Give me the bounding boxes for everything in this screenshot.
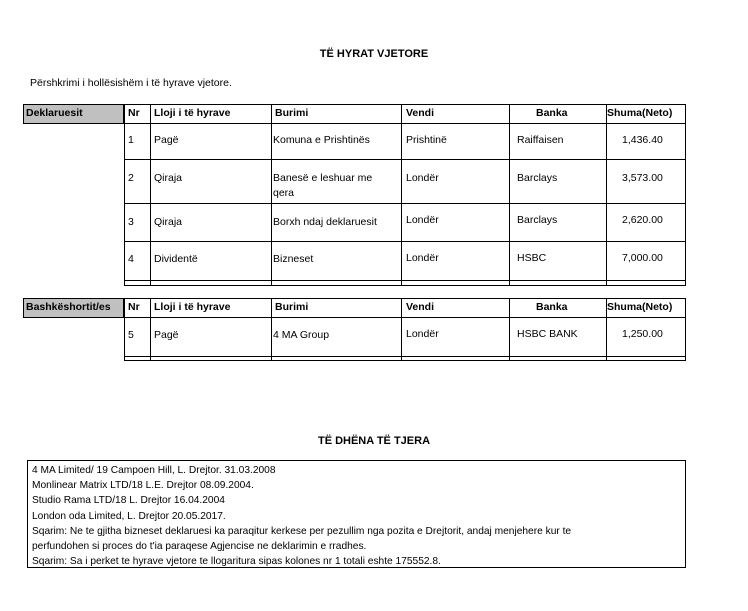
table-header [125, 105, 685, 124]
other-line: London oda Limited, L. Drejtor 20.05.2017. [32, 510, 226, 522]
other-line: 4 MA Limited/ 19 Campoen Hill, L. Drejtor. 31.03.2008 [32, 465, 276, 476]
col-bank: Banka [536, 107, 568, 119]
col-source: Burimi [275, 107, 309, 119]
table-row: 4 Dividentë Bizneset Londër HSBC 7,000.00 [125, 242, 685, 281]
table-row: 5 Pagë 4 MA Group Londër HSBC BANK 1,250.00 [125, 318, 685, 357]
col-country: Vendi [406, 301, 435, 313]
col-nr: Nr [128, 301, 140, 313]
col-type: Lloji i të hyrave [154, 107, 231, 119]
other-data-box [27, 460, 686, 568]
table-row: 3 Qiraja Borxh ndaj deklaruesit Londër Barclays 2,620.00 [125, 204, 685, 242]
col-amount: Shuma(Neto) [607, 107, 673, 119]
table-row: 1 Pagë Komuna e Prishtinës Prishtinë Raiffaisen 1,436.40 [125, 124, 685, 160]
table-row: 2 Qiraja Banesë e leshuar me qera Londër Barclays 3,573.00 [125, 160, 685, 204]
other-data-title: TË DHËNA TË TJERA [317, 435, 431, 447]
other-line: perfundohen si proces do t'ia paraqese Agjencise ne deklarimin e rradhes. [32, 541, 367, 553]
spouse-table [124, 298, 686, 361]
other-line: Studio Rama LTD/18 L. Drejtor 16.04.2004 [32, 495, 225, 507]
col-country: Vendi [406, 107, 435, 119]
col-nr: Nr [128, 107, 140, 119]
page-title: TË HYRAT VJETORE [319, 48, 429, 60]
table-header [125, 299, 685, 318]
other-line: Monlinear Matrix LTD/18 L.E. Drejtor 08.09.2004. [32, 480, 254, 492]
description: Përshkrimi i hollësishëm i të hyrave vjetore. [30, 77, 232, 89]
spouse-section-label: Bashkëshortit/es [23, 298, 124, 318]
declarant-table [124, 104, 686, 286]
col-type: Lloji i të hyrave [154, 301, 231, 313]
other-line: Sqarim: Ne te gjitha bizneset deklaruesi ka paraqitur kerkese per pezullim nga pozita e Drejtorit, andaj menjehere kur te [32, 525, 572, 537]
col-amount: Shuma(Neto) [607, 301, 673, 313]
declarant-section-label: Deklaruesit [23, 104, 124, 124]
col-bank: Banka [536, 301, 568, 313]
other-line: Sqarim: Sa i perket te hyrave vjetore te llogaritura sipas kolones nr 1 totali eshte 175552.8. [32, 556, 441, 568]
col-source: Burimi [275, 301, 309, 313]
